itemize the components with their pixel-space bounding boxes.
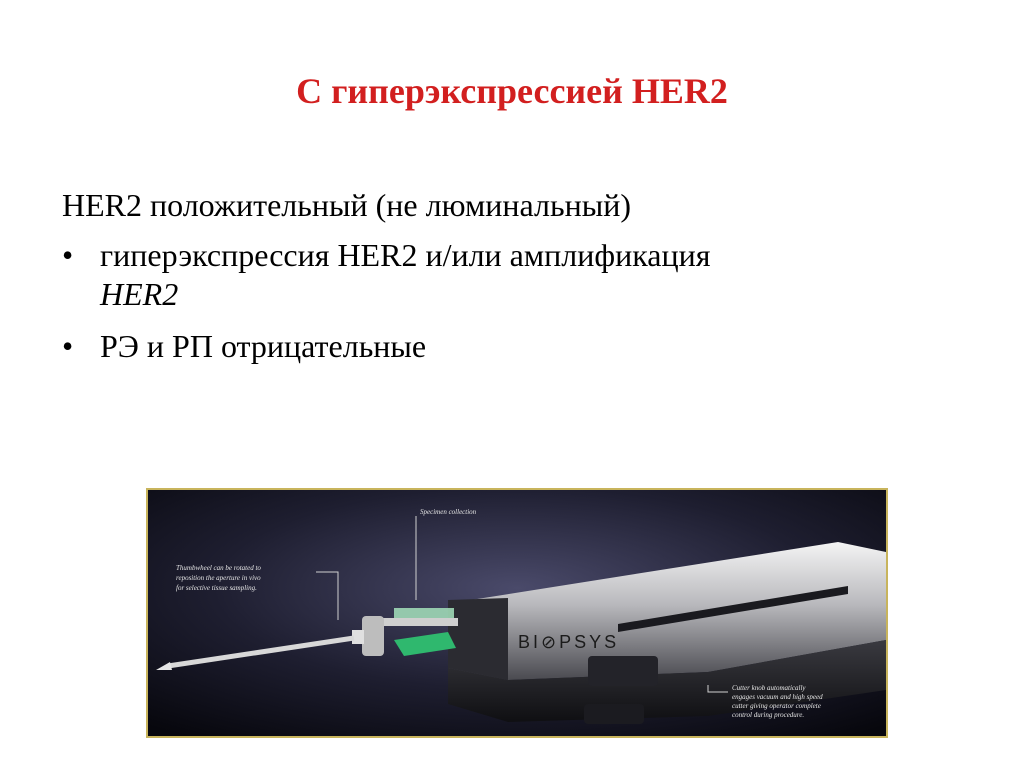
bullet-dot-icon: • [62,237,74,274]
callout-cutter-line: control during procedure. [732,711,805,719]
callout-cutter-line: engages vacuum and high speed [732,693,823,701]
biopsy-device-photo [146,488,888,738]
bullet-item [62,327,922,365]
callout-cutter-line: Cutter knob automatically [732,684,806,692]
brand-text: BI⊘PSYS [518,632,620,652]
bullet-item [62,236,922,313]
callout-specimen: Specimen collection [420,508,477,516]
slide-content [62,186,922,380]
bullet-dot-icon: • [62,328,74,365]
callout-thumbwheel-line: reposition the aperture in vivo [176,574,261,582]
callout-thumbwheel-line: for selective tissue sampling. [176,584,257,592]
bullet-italic-text: HER2 [100,275,179,312]
slide-title: С гиперэкспрессией HER2 [296,71,728,111]
bullet-text: РЭ и РП отрицательные [100,328,427,365]
callout-thumbwheel-line: Thumbwheel can be rotated to [176,564,261,572]
callout-cutter-line: cutter giving operator complete [732,702,821,710]
bullet-text: гиперэкспрессия HER2 и/или амплификация [100,237,711,274]
lead-line: HER2 положительный (не люминальный) [62,187,631,223]
